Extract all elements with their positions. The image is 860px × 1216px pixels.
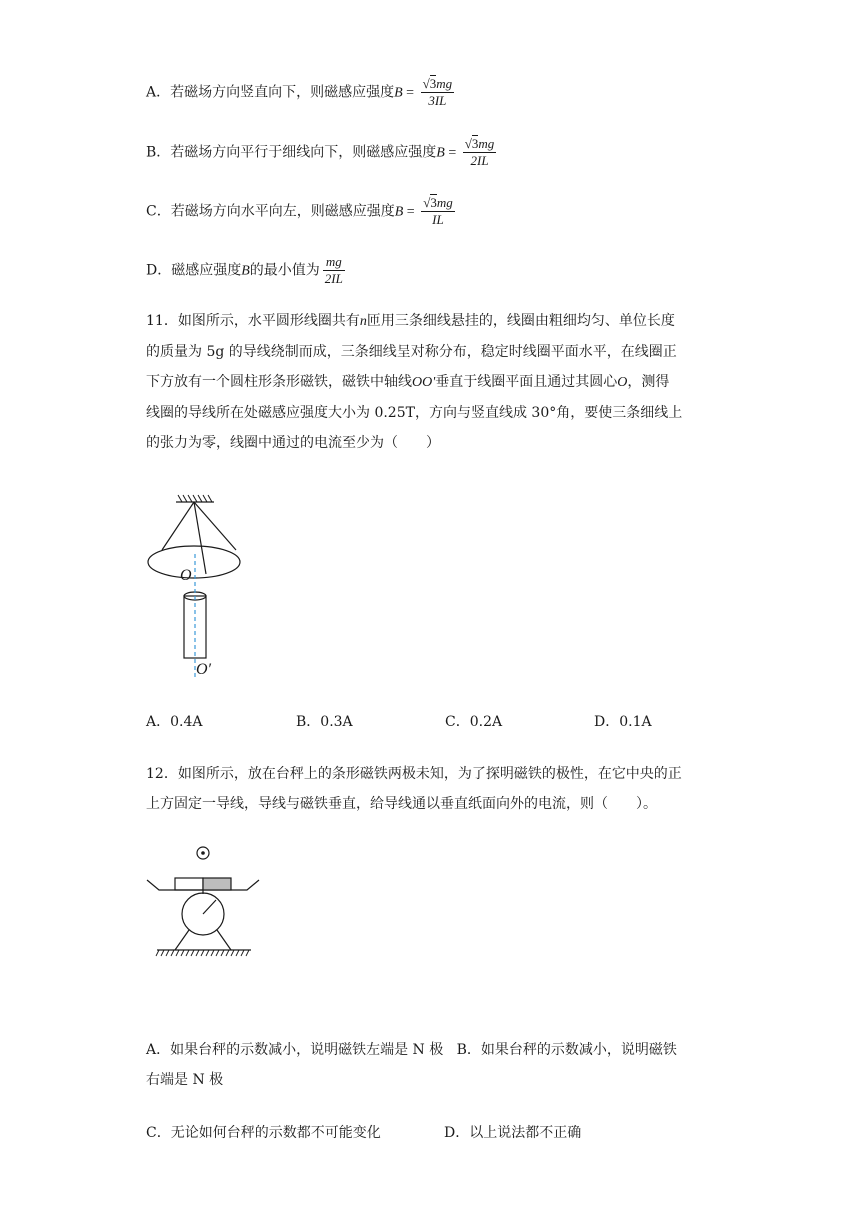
q10-option-c-eq: = — [403, 204, 419, 220]
q11-line-1 — [146, 306, 718, 337]
q10-option-c-root: 3 — [430, 195, 437, 210]
q11-line-3 — [146, 367, 718, 398]
q10-option-a-var: B — [394, 85, 403, 101]
q12-options-line-1 — [146, 1035, 718, 1065]
magnet-left-half — [175, 878, 203, 890]
q12-stem — [146, 759, 718, 819]
q12-options-ab — [146, 1035, 718, 1095]
q11-var-o: O — [617, 375, 628, 390]
q12-option-b-2: 右端是 N 极 — [146, 1072, 224, 1088]
scale-leg-left — [175, 930, 189, 950]
q10-option-d-text-after: 的最小值为 — [249, 262, 320, 279]
scale-leg-right — [217, 930, 231, 950]
q10-option-a-eq: = — [402, 85, 418, 101]
q11-var-n: n — [359, 314, 367, 329]
q10-option-b-fraction: $\frac{√3mg}{2IL}$ — [464, 136, 495, 168]
ceiling-hatch — [178, 495, 212, 502]
q10-option-d-den: 2IL — [324, 271, 343, 286]
q10-option-a-den: 3IL — [428, 93, 447, 108]
scale-needle — [203, 900, 216, 914]
q10-option-a-num: mg — [436, 76, 453, 91]
q10-option-a — [146, 76, 454, 109]
q11-line-3b: 垂直于线圈平面且通过其圆心 — [435, 374, 618, 390]
q10-option-b-num: mg — [478, 136, 495, 151]
q10-option-c-var: B — [394, 204, 404, 220]
q10-option-c — [146, 195, 455, 228]
q10-option-c-fraction: $\frac{√3mg}{IL}$ — [423, 195, 453, 227]
q11-line-1b: 匝用三条细线悬挂的，线圈由粗细均匀、单位长度 — [366, 313, 675, 329]
q11-line-4: 线圈的导线所在处磁感应强度大小为 0.25T，方向与竖直线成 30°角，要使三条细线上 — [146, 405, 683, 421]
q10-option-a-text: A．若磁场方向竖直向下，则磁感应强度 — [146, 84, 395, 101]
q11-option-b: B．0.3A — [296, 714, 353, 730]
q10-option-b-root: 3 — [471, 136, 479, 151]
q10-option-b — [146, 136, 496, 169]
q10-option-b-text: B．若磁场方向平行于细线向下，则磁感应强度 — [146, 144, 437, 161]
magnet-right-half — [203, 878, 231, 890]
q10-option-b-var: B — [436, 145, 445, 161]
q11-line-3c: ，测得 — [627, 374, 670, 390]
q10-option-b-den: 2IL — [470, 153, 489, 168]
q12-option-c: C．无论如何台秤的示数都不可能变化 — [146, 1125, 381, 1141]
q10-option-d-num: mg — [323, 254, 345, 271]
q12-option-d: D．以上说法都不正确 — [444, 1125, 582, 1141]
q11-line-2: 的质量为 5g 的导线绕制而成，三条细线呈对称分布，稳定时线圈平面水平，在线圈正 — [146, 344, 677, 360]
q11-line-5: 的张力为零，线圈中通过的电流至少为（ ） — [146, 435, 440, 451]
q10-option-d-text-before: D．磁感应强度 — [146, 262, 242, 279]
label-o-prime: O′ — [196, 661, 212, 678]
q10-option-a-fraction: $\frac{√3mg}{3IL}$ — [422, 76, 453, 108]
q10-option-c-text: C．若磁场方向水平向左，则磁感应强度 — [146, 203, 395, 220]
q10-option-a-root: 3 — [429, 76, 437, 91]
q11-line-1a: 11．如图所示，水平圆形线圈共有 — [146, 313, 360, 329]
string-left — [162, 502, 194, 550]
q10-option-d-var: B — [241, 263, 250, 279]
q11-coil-magnet-figure — [140, 492, 260, 682]
q12-line-1: 12．如图所示，放在台秤上的条形磁铁两极未知，为了探明磁铁的极性，在它中央的正 — [146, 766, 682, 782]
q10-option-c-den: IL — [432, 212, 444, 227]
q11-stem — [146, 306, 718, 458]
q12-option-b-1: B．如果台秤的示数减小，说明磁铁 — [456, 1042, 677, 1058]
coil-ellipse — [148, 546, 240, 578]
label-o: O — [180, 567, 192, 584]
q11-option-d: D．0.1A — [594, 714, 652, 730]
q12-line-2: 上方固定一导线，导线与磁铁垂直，给导线通以垂直纸面向外的电流，则（ ）。 — [146, 796, 657, 812]
q10-option-b-eq: = — [444, 145, 460, 161]
q10-option-d-fraction — [323, 254, 345, 287]
q10-option-d — [146, 254, 345, 287]
q11-var-oo: OO' — [412, 375, 436, 390]
q10-option-c-num: mg — [436, 195, 453, 210]
q11-option-c: C．0.2A — [445, 714, 503, 730]
q11-line-3a: 下方放有一个圆柱形条形磁铁，磁铁中轴线 — [146, 374, 412, 390]
q12-scale-magnet-figure — [143, 840, 263, 960]
q12-option-a: A．如果台秤的示数减小，说明磁铁左端是 N 极 — [146, 1042, 444, 1058]
ground-hatch — [156, 950, 249, 956]
q11-option-a: A．0.4A — [146, 714, 203, 730]
